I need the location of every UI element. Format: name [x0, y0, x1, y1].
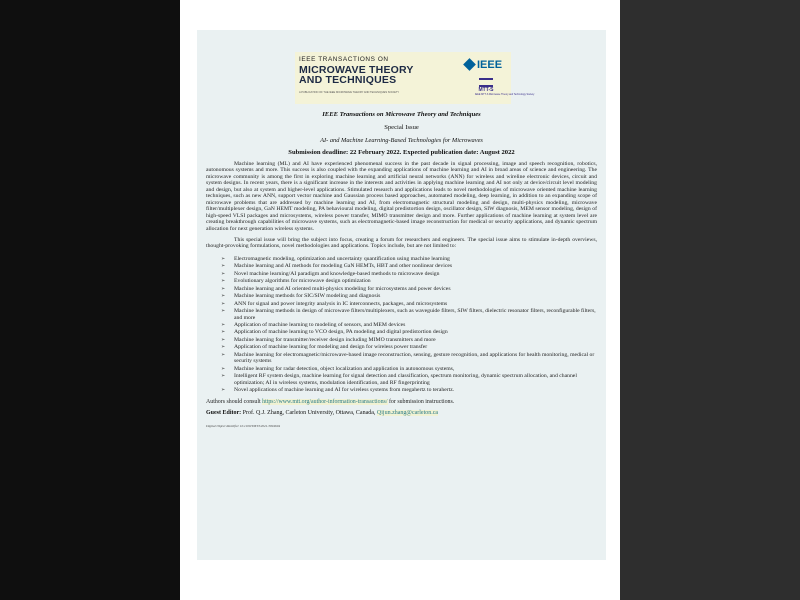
topic-item	[221, 270, 597, 277]
arrow-bullet-icon: ➢	[221, 308, 226, 315]
banner-title-line1: MICROWAVE THEORY	[299, 64, 414, 76]
topic-text: Evolutionary algorithms for microwave design optimization	[234, 278, 371, 285]
scope-paragraph: This special issue will bring the subject into focus, creating a forum for researchers and engineers. The special issue aims to stimulate in-depth overviews, thought-provoking formulations, novel methodologies and applications. Topics include, but are not limited to:	[206, 236, 597, 250]
journal-title: IEEE Transactions on Microwave Theory and Techniques	[322, 111, 481, 118]
digital-object-identifier: Digital Object Identifier 10.1109/TMTT.2021.3094694	[206, 423, 281, 428]
topic-item	[221, 263, 597, 270]
author-instructions-suffix: for submission instructions.	[387, 398, 455, 405]
topic-item	[221, 336, 597, 343]
topic-item	[221, 365, 597, 372]
ieee-logo-text: IEEE	[477, 59, 503, 71]
topic-text: Electromagnetic modeling, optimization and uncertainty quantification using machine learning	[234, 255, 450, 262]
guest-editor	[206, 410, 597, 416]
arrow-bullet-icon: ➢	[221, 329, 226, 336]
topic-text: Machine learning and AI oriented multi-physics modeling for microsystems and power devices	[234, 285, 451, 292]
banner-series: IEEE TRANSACTIONS ON	[299, 56, 389, 63]
mtts-logo-text: MTT-S	[478, 87, 494, 93]
journal-banner	[295, 52, 535, 104]
mtts-logo-subtitle: IEEE MTT-S Microwave Theory and Technology Society	[475, 93, 535, 96]
arrow-bullet-icon: ➢	[221, 351, 226, 358]
arrow-bullet-icon: ➢	[221, 344, 226, 351]
call-for-papers-sheet	[197, 30, 606, 560]
arrow-bullet-icon: ➢	[221, 285, 226, 292]
submission-deadline: Submission deadline: 22 February 2022. Expected publication date: August 2022	[288, 149, 515, 156]
guest-editor-name: Prof. Q.J. Zhang, Carleton University, Ottawa, Canada,	[241, 409, 377, 416]
banner-title	[299, 65, 414, 85]
topic-item	[221, 344, 597, 351]
topic-item	[221, 293, 597, 300]
author-information-link[interactable]: https://www.mtt.org/author-information-transactions/	[262, 398, 388, 405]
viewer-left-margin	[0, 0, 180, 600]
author-instructions-prefix: Authors should consult	[206, 398, 263, 405]
topic-text: Novel machine learning/AI paradigm and knowledge-based methods to microwave design	[234, 270, 440, 277]
topic-item	[221, 321, 597, 328]
topic-item	[221, 300, 597, 307]
arrow-bullet-icon: ➢	[221, 263, 226, 270]
topics-list	[206, 256, 597, 394]
arrow-bullet-icon: ➢	[221, 321, 226, 328]
mtts-logo	[475, 78, 535, 96]
arrow-bullet-icon: ➢	[221, 270, 226, 277]
topic-text: Machine learning for electromagnetic/microwave-based image reconstruction, sensing, gesture recognition, and applications for health monitoring, medical or security systems	[234, 351, 595, 365]
guest-editor-label: Guest Editor:	[206, 409, 242, 416]
arrow-bullet-icon: ➢	[221, 278, 226, 285]
topic-item	[221, 285, 597, 292]
arrow-bullet-icon: ➢	[221, 387, 226, 394]
topic-text: Machine learning and AI methods for modeling GaN HEMTs, HBT and other nonlinear devices	[234, 263, 453, 270]
topic-text: Machine learning methods in design of microwave filters/multiplexers, such as waveguide filters, SIW filters, dielectric resonator filters, reconfigurable filters, and more	[234, 308, 596, 321]
topic-text: Machine learning for radar detection, object localization and application in autonomous systems,	[234, 365, 455, 372]
ieee-diamond-icon	[463, 58, 476, 71]
topic-text: Machine learning methods for SIC/SIW modeling and diagnosis	[234, 293, 381, 300]
intro-paragraph: Machine learning (ML) and AI have experienced phenomenal success in the past decade in signal processing, image and speech recognition, robotics, autonomous systems and more. This success is also coupled with the expanding applications of machine learning and AI in broad areas of science and engineering. The microwave community is among the first in exploring machine learning and artificial neural networks (ANN) for wireless and wireline electronic devices, circuit and system designs. In recent years, there is a significant increase in the interests and activities in applying machine learning and AI not only at device/circuit level modeling and design, but also at system and higher-level applications. Stimulated research and applications leads to novel methodologies of microwave oriented machine learning techniques, such as new ANN, support vector machine and Gaussian process based approaches, automated modeling, deep learning, in addition to an expanding scope of microwave problems that are addressed by machine learning and AI, from electromagnetic structural modeling and design, multi-physics modeling, microwave filter/multiplexer design, GaN HEMT modeling, PA behavioural modeling, digital predistortion design, oscillator design, SIW diagnosis, MEM sensor modeling, design of high-speed VLSI packages and microsystems, wireless power transfer, MIMO transmitter design and more. Further applications of machine learning at system level are creating breakthrough capabilities of microwave systems, such as electromagnetic-based image reconstruction for medical or security applications, and dynamic spectrum allocation for next generation wireless systems.	[206, 161, 597, 232]
topic-text: Application of machine learning for modeling and design for wireless power transfer	[234, 344, 428, 351]
topic-text: Intelligent RF system design, machine learning for signal detection and classification, spectrum monitoring, dynamic spectrum allocation, and channel optimization; AI in wireless systems, modulation identification, and RF fingerprinting	[234, 373, 577, 386]
arrow-bullet-icon: ➢	[221, 300, 226, 307]
ieee-logo	[465, 59, 502, 71]
topic-item	[221, 278, 597, 285]
arrow-bullet-icon: ➢	[221, 336, 226, 343]
topic-item	[221, 329, 597, 336]
topic-item	[221, 255, 597, 262]
topic-text: ANN for signal and power integrity analysis in IC interconnects, packages, and microsystems	[234, 300, 448, 307]
topic-item	[221, 387, 597, 394]
document-page	[180, 0, 620, 600]
mtts-emblem-icon	[479, 78, 493, 87]
topic-item	[221, 373, 597, 386]
special-issue-topic: AI- and Machine Learning-Based Technologies for Microwaves	[320, 137, 483, 144]
arrow-bullet-icon: ➢	[221, 293, 226, 300]
topic-text: Novel applications of machine learning and AI for wireless systems from megahertz to terahertz.	[234, 387, 455, 394]
special-issue-label: Special Issue	[384, 124, 419, 131]
topic-text: Application of machine learning to VCO design, PA modeling and digital predistortion design	[234, 329, 448, 336]
banner-title-line2: AND TECHNIQUES	[299, 74, 397, 86]
banner-tagline: A PUBLICATION OF THE IEEE MICROWAVE THEORY AND TECHNIQUES SOCIETY	[299, 91, 400, 94]
author-instructions	[206, 399, 597, 405]
viewer-scrollbar-area[interactable]	[620, 0, 800, 600]
guest-editor-email[interactable]: Qijun.zhang@carleton.ca	[376, 409, 439, 416]
arrow-bullet-icon: ➢	[221, 365, 226, 372]
arrow-bullet-icon: ➢	[221, 373, 226, 380]
topic-text: Machine learning for transmitter/receiver design including MIMO transmitters and more	[234, 336, 436, 343]
topic-item	[221, 308, 597, 321]
topic-item	[221, 351, 597, 365]
arrow-bullet-icon: ➢	[221, 255, 226, 262]
topic-text: Application of machine learning to modeling of sensors, and MEM devices	[234, 321, 406, 328]
